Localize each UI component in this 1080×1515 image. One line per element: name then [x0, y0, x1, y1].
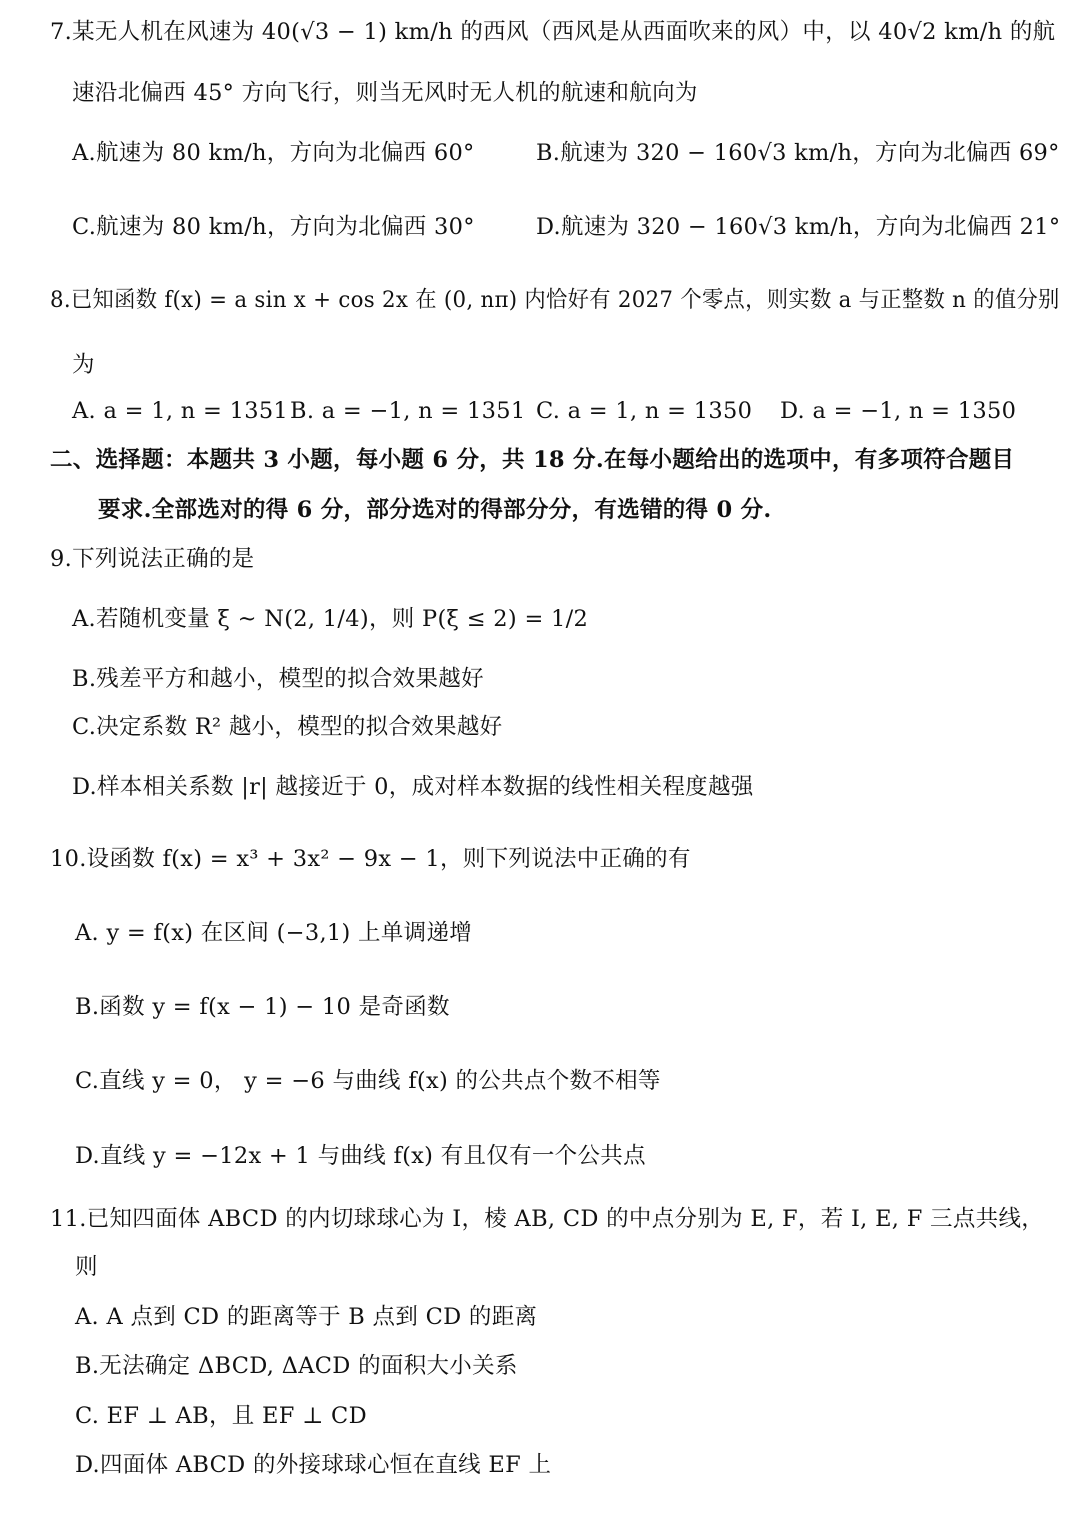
section2-header-line1: 二、选择题：本题共 3 小题，每小题 6 分，共 18 分.在每小题给出的选项中，有多项符合题目: [50, 447, 1015, 473]
q11-option-b: B.无法确定 ΔBCD, ΔACD 的面积大小关系: [75, 1353, 518, 1379]
q8-option-a: A. a = 1, n = 1351: [72, 398, 289, 424]
q10-option-b: B.函数 y = f(x − 1) − 10 是奇函数: [75, 994, 450, 1020]
q8-stem-line2: 为: [72, 352, 95, 378]
q10-option-d: D.直线 y = −12x + 1 与曲线 f(x) 有且仅有一个公共点: [75, 1143, 646, 1169]
q9-stem: 9.下列说法正确的是: [50, 546, 255, 572]
q11-option-a: A. A 点到 CD 的距离等于 B 点到 CD 的距离: [75, 1304, 538, 1330]
q10-option-a: A. y = f(x) 在区间 (−3,1) 上单调递增: [75, 920, 473, 946]
q11-option-d: D.四面体 ABCD 的外接球球心恒在直线 EF 上: [75, 1452, 552, 1478]
q11-stem-line2: 则: [75, 1254, 98, 1280]
q9-option-a: A.若随机变量 ξ ~ N(2, 1/4)，则 P(ξ ≤ 2) = 1/2: [72, 606, 589, 632]
q7-option-a: A.航速为 80 km/h，方向为北偏西 60°: [72, 140, 475, 166]
q7-stem-line1: 7.某无人机在风速为 40(√3 − 1) km/h 的西风（西风是从西面吹来的风）中，以 40√2 km/h 的航: [50, 19, 1056, 45]
q8-option-c: C. a = 1, n = 1350: [536, 398, 753, 424]
q7-stem-line2: 速沿北偏西 45° 方向飞行，则当无风时无人机的航速和航向为: [72, 80, 698, 106]
q11-option-c: C. EF ⊥ AB，且 EF ⊥ CD: [75, 1403, 367, 1429]
q8-stem-line1: 8.已知函数 f(x) = a sin x + cos 2x 在 (0, nπ) 内恰好有 2027 个零点，则实数 a 与正整数 n 的值分别: [50, 287, 1060, 313]
q7-option-c: C.航速为 80 km/h，方向为北偏西 30°: [72, 214, 475, 240]
q10-stem: 10.设函数 f(x) = x³ + 3x² − 9x − 1，则下列说法中正确的有: [50, 846, 691, 872]
q7-option-b: B.航速为 320 − 160√3 km/h，方向为北偏西 69°: [536, 140, 1060, 166]
q9-option-c: C.决定系数 R² 越小，模型的拟合效果越好: [72, 714, 503, 740]
q10-option-c: C.直线 y = 0， y = −6 与曲线 f(x) 的公共点个数不相等: [75, 1068, 661, 1094]
q8-option-b: B. a = −1, n = 1351: [290, 398, 526, 424]
q9-option-b: B.残差平方和越小，模型的拟合效果越好: [72, 666, 484, 692]
section2-header-line2: 要求.全部选对的得 6 分，部分选对的得部分分，有选错的得 0 分.: [98, 497, 772, 523]
q7-option-d: D.航速为 320 − 160√3 km/h，方向为北偏西 21°: [536, 214, 1061, 240]
q8-option-d: D. a = −1, n = 1350: [780, 398, 1017, 424]
q11-stem-line1: 11.已知四面体 ABCD 的内切球球心为 I，棱 AB, CD 的中点分别为 E, F，若 I, E, F 三点共线，: [50, 1206, 1045, 1232]
q9-option-d: D.样本相关系数 |r| 越接近于 0，成对样本数据的线性相关程度越强: [72, 774, 754, 800]
